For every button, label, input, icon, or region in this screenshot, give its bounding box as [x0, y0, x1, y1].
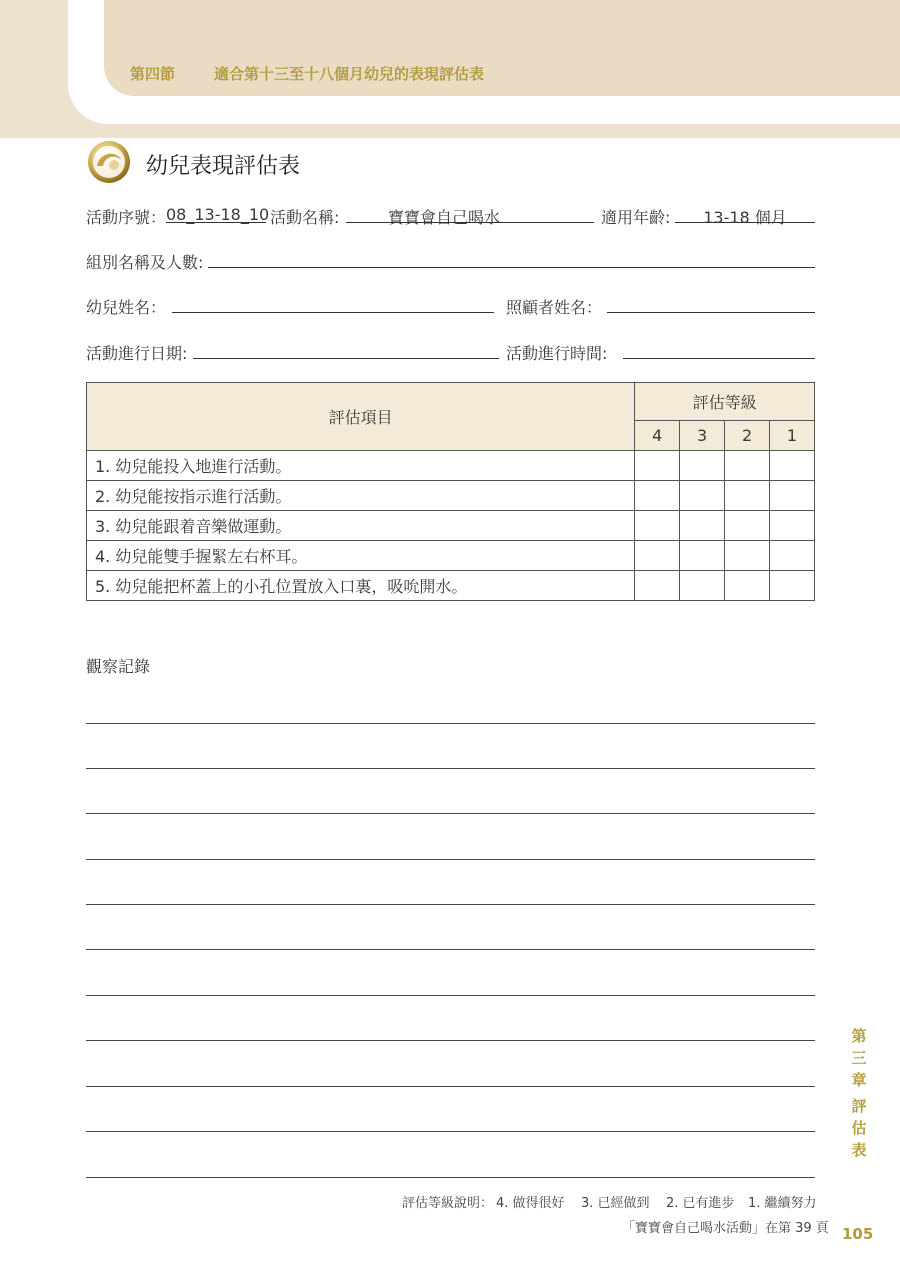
item-text: 5. 幼兒能把杯蓋上的小孔位置放入口裏，吸吮開水。 — [87, 571, 635, 601]
item-text: 1. 幼兒能投入地進行活動。 — [87, 451, 635, 481]
legend-item-3: 3. 已經做到 — [581, 1196, 650, 1211]
section-number: 第四節 — [130, 65, 176, 83]
legend-label: 評估等級說明： — [402, 1196, 494, 1211]
age-label: 適用年齡: — [601, 208, 671, 227]
group-line[interactable] — [208, 267, 815, 268]
grade-col-1: 1 — [770, 421, 815, 451]
page-title: 幼兒表現評估表 — [146, 154, 301, 179]
legend-item-2: 2. 已有進步 — [666, 1196, 735, 1211]
grade-cell[interactable] — [635, 511, 680, 541]
observation-line[interactable] — [86, 949, 815, 950]
grade-cell[interactable] — [770, 451, 815, 481]
side-name: 評 估 表 — [851, 1097, 867, 1159]
observation-line[interactable] — [86, 995, 815, 996]
grade-cell[interactable] — [680, 541, 725, 571]
item-text: 3. 幼兒能跟着音樂做運動。 — [87, 511, 635, 541]
swirl-logo-icon — [87, 140, 131, 184]
grade-cell[interactable] — [635, 571, 680, 601]
observation-line[interactable] — [86, 1040, 815, 1041]
table-row — [87, 541, 815, 571]
grade-cell[interactable] — [770, 571, 815, 601]
activity-no-value: 08_13-18_10 — [166, 205, 270, 224]
item-text: 2. 幼兒能按指示進行活動。 — [87, 481, 635, 511]
table-row — [87, 481, 815, 511]
grade-cell[interactable] — [680, 481, 725, 511]
carer-name-label: 照顧者姓名： — [506, 298, 603, 317]
grade-col-4: 4 — [635, 421, 680, 451]
legend-item-1: 1. 繼續努力 — [748, 1196, 817, 1211]
grade-col-2: 2 — [725, 421, 770, 451]
group-label: 組別名稱及人數: — [86, 253, 204, 272]
table-row — [87, 511, 815, 541]
grade-cell[interactable] — [770, 541, 815, 571]
carer-name-line[interactable] — [607, 312, 815, 313]
grade-cell[interactable] — [680, 571, 725, 601]
observation-line[interactable] — [86, 1131, 815, 1132]
date-label: 活動進行日期: — [86, 344, 188, 363]
table-row — [87, 451, 815, 481]
activity-name-value: 寶寶會自己喝水 — [387, 208, 500, 227]
observation-line[interactable] — [86, 904, 815, 905]
activity-name-label: 活動名稱: — [270, 208, 340, 227]
side-chapter: 第 三 章 — [851, 1027, 867, 1089]
grade-col-3: 3 — [680, 421, 725, 451]
grade-cell[interactable] — [680, 511, 725, 541]
time-label: 活動進行時間: — [506, 344, 608, 363]
legend-item-4: 4. 做得很好 — [496, 1196, 565, 1211]
grade-cell[interactable] — [635, 541, 680, 571]
observation-line[interactable] — [86, 1177, 815, 1178]
table-row — [87, 571, 815, 601]
item-text: 4. 幼兒能雙手握緊左右杯耳。 — [87, 541, 635, 571]
observation-line[interactable] — [86, 859, 815, 860]
section-title: 適合第十三至十八個月幼兒的表現評估表 — [214, 65, 485, 83]
observation-line[interactable] — [86, 768, 815, 769]
activity-no-label: 活動序號： — [86, 208, 167, 227]
age-value: 13-18 個月 — [703, 208, 787, 227]
grade-cell[interactable] — [725, 511, 770, 541]
page-reference: 「寶寶會自己喝水活動」在第 39 頁 — [622, 1221, 829, 1236]
grade-cell[interactable] — [770, 481, 815, 511]
grade-cell[interactable] — [725, 571, 770, 601]
grade-cell[interactable] — [725, 451, 770, 481]
evaluation-table — [86, 382, 815, 601]
child-name-line[interactable] — [172, 312, 494, 313]
grade-cell[interactable] — [680, 451, 725, 481]
grade-cell[interactable] — [725, 541, 770, 571]
observation-line[interactable] — [86, 723, 815, 724]
time-line[interactable] — [623, 358, 815, 359]
observation-line[interactable] — [86, 1086, 815, 1087]
item-header: 評估項目 — [87, 383, 635, 451]
grade-cell[interactable] — [725, 481, 770, 511]
grade-cell[interactable] — [770, 511, 815, 541]
observation-label: 觀察記錄 — [86, 657, 151, 676]
child-name-label: 幼兒姓名： — [86, 298, 167, 317]
grade-header: 評估等級 — [635, 383, 815, 421]
date-line[interactable] — [193, 358, 499, 359]
page-number: 105 — [842, 1225, 874, 1243]
grade-cell[interactable] — [635, 481, 680, 511]
grade-cell[interactable] — [635, 451, 680, 481]
observation-line[interactable] — [86, 813, 815, 814]
